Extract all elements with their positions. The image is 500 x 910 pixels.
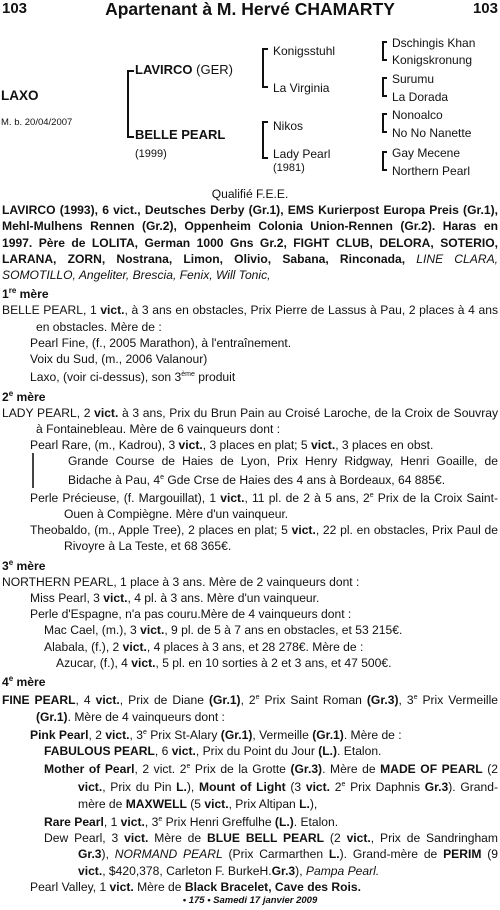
text: (Gr.1) (312, 727, 344, 742)
bracket-line (382, 41, 384, 61)
text: , Prix de Sandringham (370, 831, 498, 846)
body-text (2, 186, 498, 895)
text: , 1 (103, 814, 121, 829)
text: Prix St-Alary (146, 727, 221, 742)
bracket-line (262, 121, 264, 159)
text: NORMAND PEARL (114, 847, 223, 862)
bracket-line (127, 70, 134, 72)
text: ème (181, 371, 195, 379)
dam-year: (1999) (135, 148, 167, 160)
text: L. (328, 847, 340, 862)
produce-entry: Perle d'Espagne, n'a pas couru.Mère de 4 vainqueurs dont : (30, 607, 352, 622)
text: vict. (94, 405, 119, 420)
text: Miss Pearl, 3 (30, 591, 104, 606)
page-title: Apartenant à M. Hervé CHAMARTY (105, 0, 395, 19)
text: , 4 (75, 693, 96, 708)
produce-entry (2, 812, 498, 830)
bracket-line (382, 41, 387, 43)
text: , 2 (88, 727, 106, 742)
text: vict. (204, 796, 229, 811)
produce-detail (32, 453, 498, 487)
text: . Mère de (322, 762, 381, 777)
bracket-line (382, 77, 384, 97)
produce-entry (2, 488, 498, 522)
section-heading-2 (2, 386, 498, 405)
text: , 2 vict. 2 (134, 762, 187, 777)
heading-sup: re (8, 286, 17, 296)
text: e (413, 694, 418, 702)
text: , 3 places en obst. (335, 438, 434, 453)
heading-number: 3 (2, 558, 9, 573)
text: Prix de la Croix Saint-Ouen à Compiègne. Mère d'un vainqueur. (64, 490, 499, 522)
produce-entry: Voix du Sud, (m., 2006 Valanour) (30, 352, 208, 367)
text: vict. (124, 831, 149, 846)
text: Mère de (148, 831, 208, 846)
text: ), (295, 863, 306, 878)
heading-number: 4 (2, 675, 9, 690)
text: , 22 pl. en obstacles, Prix Paul de Rivoyre à La Teste, et 68 365€. (64, 523, 498, 554)
text: , $420,378, Carleton F. BurkeH. (102, 863, 272, 878)
text: e (160, 473, 165, 481)
text: vict. (131, 655, 156, 670)
text: , 3 places en plat; 5 (202, 438, 311, 453)
text: Theobaldo, (m., Apple Tree), 2 places en plat; 5 (30, 523, 292, 538)
text: Mount of Light (199, 780, 286, 795)
text: (3 (285, 780, 306, 795)
section-heading-1 (2, 283, 498, 302)
text: FINE PEARL (2, 693, 76, 708)
text: e (255, 694, 260, 702)
page-number-left: 103 (2, 0, 28, 17)
text: (2 (482, 762, 498, 777)
bracket-line (262, 48, 264, 88)
text: Mère de (133, 879, 185, 894)
text: (L.) (274, 814, 294, 829)
text: MADE OF PEARL (380, 762, 483, 777)
great-grandparent: Dschingis Khan (392, 36, 476, 50)
sire (135, 62, 233, 77)
bracket-line (262, 121, 268, 123)
text: , 3 (398, 693, 414, 708)
granddam-2: Lady Pearl (273, 147, 331, 161)
bracket-line (382, 95, 387, 97)
great-grandparent: Northern Pearl (392, 164, 471, 178)
text: vict. (100, 303, 125, 318)
text: , Prix de Diane (119, 693, 209, 708)
grandsire-2: Nikos (273, 119, 304, 133)
text: vict. (122, 639, 147, 654)
produce-entry (2, 759, 498, 812)
text: ), (101, 847, 115, 862)
text: Gr.3 (271, 863, 296, 878)
text: , 3 (129, 727, 143, 742)
text: , Prix du Point du Jour (195, 743, 319, 758)
produce-entry: Pearl Fine, (f., 2005 Marathon), à l'entraînement. (30, 335, 292, 350)
text: Gr.3 (424, 780, 449, 795)
produce-entry (2, 622, 498, 638)
text: vict. (305, 780, 331, 795)
dam-name: BELLE PEARL (135, 127, 226, 142)
great-grandparent: La Dorada (392, 90, 449, 104)
horse-info: M. b. 20/04/2007 (1, 117, 73, 128)
text: e (369, 491, 374, 499)
text: , 11 pl. de 2 à 5 ans, 2 (244, 490, 370, 505)
text: ), (186, 780, 200, 795)
produce-entry (2, 743, 498, 759)
text: , 4 places à 3 ans, et 28 278€. Mère de : (146, 639, 364, 654)
produce-entry (2, 367, 498, 385)
sire-origin: (GER) (196, 62, 234, 77)
text: , 4 pl. à 3 ans. Mère d'un vainqueur. (127, 591, 320, 606)
text: e (158, 815, 163, 823)
text: ). Grand-mère de (339, 847, 444, 862)
section-heading-4 (2, 671, 498, 690)
text: . Etalon. (337, 743, 382, 758)
heading-word: mère (13, 389, 46, 404)
text: 2 (330, 780, 342, 795)
text: vict. (78, 780, 103, 795)
bracket-line (262, 157, 268, 159)
bracket-line (382, 131, 387, 133)
heading-sup: e (8, 388, 14, 398)
bracket-line (382, 59, 387, 61)
text: Rare Pearl (44, 814, 104, 829)
text: vict. (105, 727, 130, 742)
text: à 3 ans, Prix du Brun Pain au Croisé Laroche, de la Croix de Souvray à Fontainebleau. Mère de 6 vainqueurs dont : (36, 405, 499, 436)
text: e (341, 781, 346, 789)
heading-number: 2 (2, 389, 9, 404)
text: (Gr.3) (290, 762, 323, 777)
dam-entry: NORTHERN PEARL, 1 place à 3 ans. Mère de 2 vainqueurs dont : (2, 574, 360, 589)
text: vict. (220, 490, 245, 505)
text: vict. (140, 623, 165, 638)
dam-entry (2, 690, 498, 724)
bracket-line (382, 113, 384, 133)
text: Prix Vermeille (417, 693, 499, 708)
text: , 5 pl. en 10 sorties à 2 et 3 ans, et 47 500€. (155, 655, 392, 670)
produce-entry (2, 830, 498, 879)
produce-entry (2, 639, 498, 655)
text: (Prix Carmarthen (222, 847, 329, 862)
text: Perle Précieuse, (f. Margouillat), 1 (30, 490, 221, 505)
text: produit (194, 370, 236, 385)
heading-sup: e (8, 557, 14, 567)
text: PERIM (443, 847, 482, 862)
text: Laxo, (voir ci-dessus), son 3 (30, 370, 182, 385)
text: (Gr.3) (366, 693, 399, 708)
text: vict. (311, 438, 336, 453)
text: . Mère de 4 vainqueurs dont : (67, 709, 225, 724)
dam-entry (2, 405, 498, 437)
text: e (142, 728, 147, 736)
text: (Gr.1) (36, 709, 68, 724)
text: vict. (95, 693, 120, 708)
text: L. (299, 796, 310, 811)
bracket-line (382, 77, 387, 79)
text: ), (309, 796, 318, 811)
text: BLUE BELL PEARL (207, 831, 325, 846)
text: vict. (171, 743, 196, 758)
text: Mac Cael, (m.), 3 (44, 623, 141, 638)
text: vict. (109, 879, 134, 894)
text: . Etalon. (293, 814, 339, 829)
bracket-line (127, 70, 129, 138)
text: (L.) (318, 743, 338, 758)
text: vict. (103, 591, 128, 606)
dam-entry (2, 302, 498, 334)
produce-entry (2, 879, 498, 895)
text: vict. (120, 814, 145, 829)
text: Alabala, (f.), 2 (44, 639, 123, 654)
granddam-1: La Virginia (273, 81, 330, 95)
great-grandparent: No No Nanette (392, 126, 472, 140)
text: Gde Crse de Haies des 4 ans à Bordeaux, 64 885€. (164, 472, 446, 487)
text: LADY PEARL, 2 (2, 405, 95, 420)
bracket-line (382, 151, 384, 171)
text: MAXWELL (125, 796, 187, 811)
text: Dew Pearl, 3 (44, 831, 125, 846)
text: Azucar, (f.), 4 (56, 655, 132, 670)
text: Prix Daphnis (345, 780, 425, 795)
text: , 2 (240, 693, 256, 708)
text: L. (176, 780, 187, 795)
bracket-line (262, 48, 268, 50)
bracket-line (382, 169, 387, 171)
text: Prix de la Grotte (190, 762, 291, 777)
page-number-right: 103 (472, 0, 498, 17)
text: , Prix Altipan (228, 796, 300, 811)
produce-entry (2, 590, 498, 606)
grandsire-1: Konigsstuhl (273, 44, 336, 58)
granddam-2-year: (1981) (273, 162, 305, 174)
text: Pearl Rare, (m., Kadrou), 3 (30, 438, 179, 453)
sire-text: LAVIRCO (1993), 6 vict., Deutsches Derby (Gr.1), EMS Kurierpost Europa Preis (Gr.1), Mehl-Mulhens Rennen (Gr.2), Oppenheim Colonia Union-Rennen (Gr.2). Haras en 1997. Père de LOLITA, German 1000 Gns Gr.2, FIGHT CLUB, DELORA, SOTERIO, LARANA, ZORN, Nostrana, Limon, Olivio, Sabana, Rinconada, (2, 203, 498, 266)
heading-word: mère (13, 558, 46, 573)
bracket-line (262, 86, 268, 88)
sire-name: LAVIRCO (135, 62, 193, 77)
text: , 3 (144, 814, 159, 829)
produce-entry (2, 522, 498, 554)
heading-number: 1 (2, 287, 9, 302)
great-grandparent: Nonoalco (392, 108, 443, 122)
text: . Mère de : (343, 727, 402, 742)
text: ). Grand-mère de (78, 780, 499, 811)
bracket-line (127, 136, 134, 138)
text: (2 (324, 831, 347, 846)
great-grandparent: Surumu (392, 72, 435, 86)
text: Prix Saint Roman (259, 693, 367, 708)
heading-sup: e (8, 674, 14, 684)
text: Gr.3 (78, 847, 102, 862)
text: vict. (346, 831, 371, 846)
text: vict. (291, 523, 316, 538)
text: Black Bracelet, Cave des Rois. (184, 879, 361, 894)
bracket-line (382, 151, 387, 153)
section-heading-3 (2, 555, 498, 574)
text: , à 3 ans en obstacles, Prix Pierre de Lassus à Pau, 2 places à 4 ans en obstacles. Mère de : (36, 303, 498, 334)
bracket-line (382, 113, 387, 115)
great-grandparent: Gay Mecene (392, 146, 461, 160)
text: Grande Course de Haies de Lyon, Prix Henry Ridgway, Henri Goaille, de Bidache à Pau, 4 (68, 454, 498, 487)
heading-word: mère (16, 287, 49, 302)
text: e (186, 763, 191, 771)
produce-entry (2, 725, 498, 743)
text: vict. (78, 863, 103, 878)
great-grandparent: Konigskronung (392, 53, 473, 67)
text: Pearl Valley, 1 (30, 879, 110, 894)
text: , Prix du Pin (102, 780, 177, 795)
text: BELLE PEARL, 1 (2, 303, 101, 318)
sire-paragraph (2, 202, 498, 283)
text: (5 (186, 796, 205, 811)
page-footer: • 175 • Samedi 17 janvier 2009 (182, 895, 318, 906)
text: Pampa Pearl. (305, 863, 380, 878)
qualification: Qualifié F.E.E. (211, 187, 289, 201)
horse-name: LAXO (1, 88, 39, 103)
text: , Vermeille (252, 727, 313, 742)
text: , 9 pl. de 5 à 7 ans en obstacles, et 53 215€. (164, 623, 403, 638)
text: FABULOUS PEARL (44, 743, 155, 758)
text: Mother of Pearl (44, 762, 135, 777)
text: Pink Pearl (30, 727, 89, 742)
produce-entry (2, 437, 498, 453)
heading-word: mère (13, 675, 46, 690)
text: Prix Henri Greffulhe (162, 814, 275, 829)
text: (9 (481, 847, 498, 862)
sire-text-italic: LINE CLARA, SOMOTILLO, Angeliter, Brescia, Fenix, Will Tonic, (2, 251, 498, 283)
text: (Gr.1) (220, 727, 253, 742)
text: , 6 (154, 743, 172, 758)
text: (Gr.1) (208, 693, 241, 708)
produce-entry (2, 655, 498, 671)
text: vict. (178, 438, 203, 453)
